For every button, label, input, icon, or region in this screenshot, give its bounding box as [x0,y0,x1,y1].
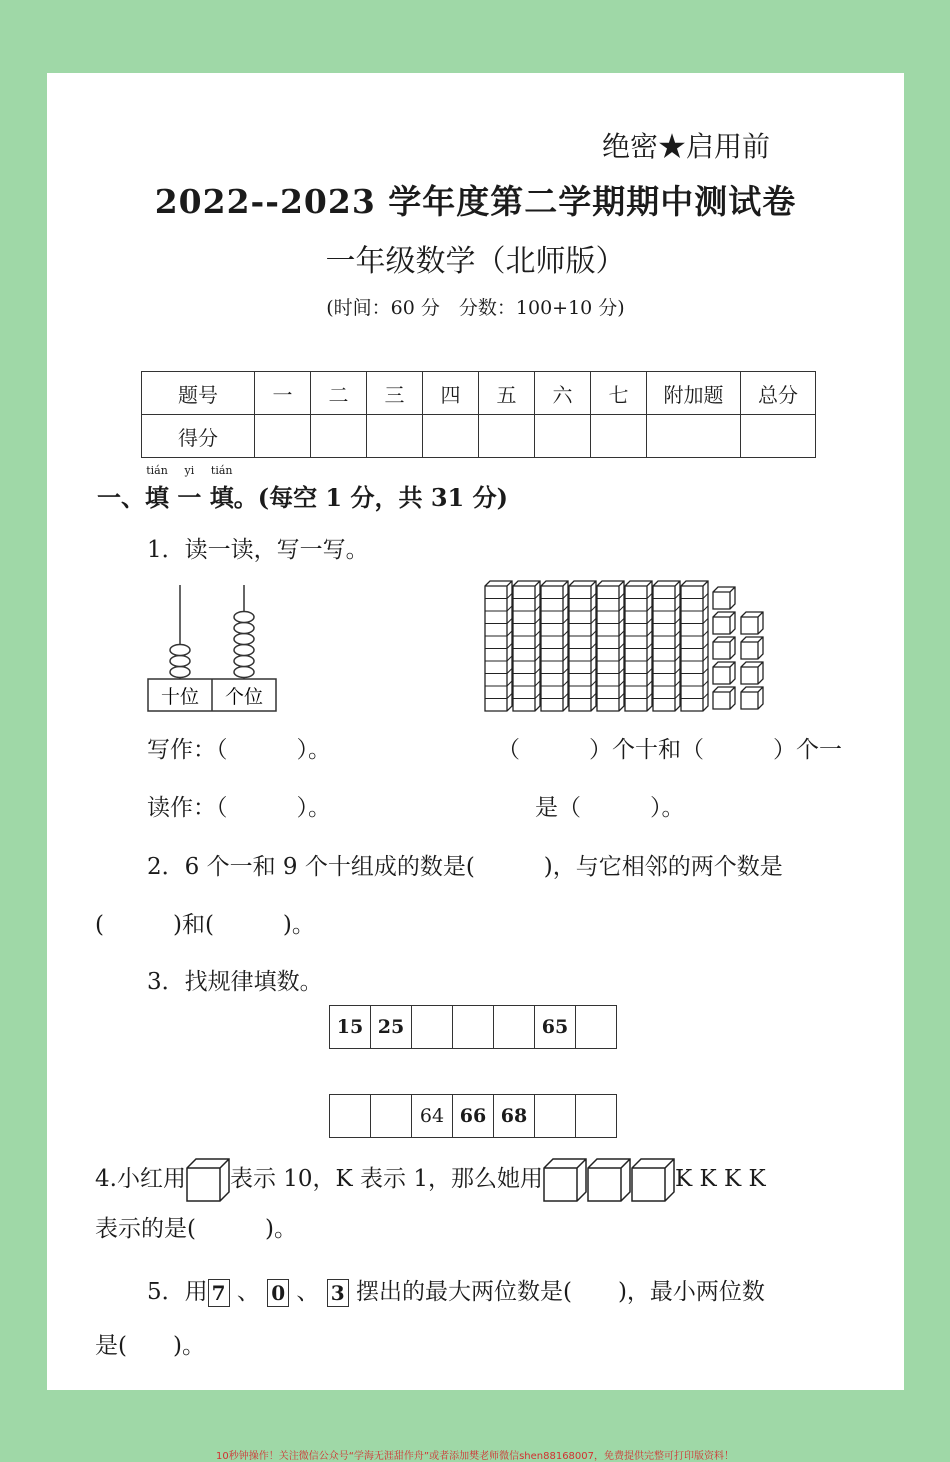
sequence-blank[interactable] [576,1006,617,1049]
score-table-score-row [142,415,816,458]
sequence-table-2 [329,1094,617,1138]
abacus-bead [234,612,254,623]
q4-k-symbols: K K K K [674,1166,766,1192]
score-table-header-row [142,372,816,415]
base-ten-blocks [483,579,773,717]
section-1-heading [97,464,508,513]
question-5-line2: 是( )。 [95,1333,205,1359]
sequence-cell: 25 [371,1006,412,1049]
score-input-cell[interactable] [741,415,816,458]
unit-cube [713,662,735,684]
sequence-blank[interactable] [494,1006,535,1049]
sequence-blank[interactable] [371,1095,412,1138]
pinyin: tián [210,464,233,477]
ruby-char [177,464,202,513]
pinyin: tián [146,464,168,477]
q5-text-1: 5．用 [147,1279,208,1305]
exam-info: (时间：60 分 分数：100+10 分) [326,297,625,319]
ten-rod [597,581,624,711]
score-cell: 五 [479,372,535,415]
hanzi: 填 [145,483,169,512]
tens-ones-line: （ ）个十和（ ）个一 [497,737,842,763]
score-cell: 题号 [142,372,255,415]
abacus-bead [234,634,254,645]
sequence-blank[interactable] [576,1095,617,1138]
q4-text-2: 表示 10，K 表示 1，那么她用 [229,1166,543,1192]
score-cell: 一 [255,372,311,415]
question-1-text: 1．读一读，写一写。 [147,537,369,563]
score-table [141,371,816,458]
number-card: 7 [208,1279,230,1307]
abacus-bead [170,656,190,667]
separator: 、 [296,1279,320,1305]
abacus-bead [234,656,254,667]
unit-cube [741,687,763,709]
unit-cube [741,637,763,659]
unit-cube [741,662,763,684]
blocks-group [485,581,763,711]
score-row-label: 得分 [142,415,255,458]
abacus-bead [234,645,254,656]
sequence-cell: 65 [535,1006,576,1049]
separator: 、 [236,1279,260,1305]
number-card: 3 [327,1279,349,1307]
sequence-cell: 64 [412,1095,453,1138]
score-cell: 总分 [741,372,816,415]
sequence-cell: 66 [453,1095,494,1138]
score-cell: 附加题 [647,372,741,415]
number-card: 0 [267,1279,289,1307]
confidential-label: 绝密★启用前 [602,130,771,163]
abacus-tens-label: 十位 [160,686,200,708]
ten-rod [513,581,540,711]
score-input-cell[interactable] [591,415,647,458]
ten-rod [653,581,680,711]
score-input-cell[interactable] [647,415,741,458]
ten-rod [485,581,512,711]
sequence-blank[interactable] [535,1095,576,1138]
ten-rod [541,581,568,711]
ruby-char [145,464,169,513]
sequence-blank[interactable] [330,1095,371,1138]
write-as-line: 写作：（ ）。 [147,737,331,763]
sequence-blank[interactable] [453,1006,494,1049]
ten-rod [681,581,708,711]
question-2-line1: 2．6 个一和 9 个十组成的数是( )，与它相邻的两个数是 [147,854,783,880]
pinyin: yi [184,464,195,477]
score-input-cell[interactable] [255,415,311,458]
unit-cube [713,587,735,609]
abacus-ones-label: 个位 [224,686,264,708]
score-input-cell[interactable] [479,415,535,458]
sequence-cell: 15 [330,1006,371,1049]
ten-rod [569,581,596,711]
abacus-illustration [147,583,279,715]
exam-paper [47,73,904,1390]
read-as-line: 读作：（ ）。 [147,795,331,821]
unit-cube [713,637,735,659]
score-cell: 三 [367,372,423,415]
cube-icon [186,1158,230,1202]
cube-icon [631,1158,675,1202]
unit-cube [713,687,735,709]
ten-rod [625,581,652,711]
cube-icon [587,1158,631,1202]
score-cell: 六 [535,372,591,415]
unit-cube [713,612,735,634]
score-input-cell[interactable] [367,415,423,458]
cube-icon [543,1158,587,1202]
q5-text-2: 摆出的最大两位数是( )，最小两位数 [355,1279,765,1305]
score-input-cell[interactable] [423,415,479,458]
sequence-cell: 68 [494,1095,535,1138]
score-cell: 四 [423,372,479,415]
exam-title: 2022--2023 学年度第二学期期中测试卷 [154,182,797,221]
sequence-blank[interactable] [412,1006,453,1049]
unit-cube [741,612,763,634]
question-2-line2: ( )和( )。 [95,912,315,938]
section-points: 。(每空 1 分，共 31 分) [233,483,508,512]
hanzi: 一 [177,483,202,512]
sequence-table-1 [329,1005,617,1049]
question-4-line1 [95,1158,766,1202]
ruby-char [209,464,234,513]
abacus-bead [234,667,254,678]
section-number: 一、 [97,483,145,512]
abacus-group [170,585,254,679]
score-cell: 七 [591,372,647,415]
hanzi: 填 [209,483,234,512]
abacus-bead [170,645,190,656]
question-4-line2: 表示的是( )。 [95,1216,297,1242]
score-input-cell[interactable] [311,415,367,458]
abacus-bead [234,623,254,634]
question-3-text: 3．找规律填数。 [147,969,323,995]
is-line: 是（ ）。 [535,795,685,821]
question-5-line1 [147,1273,765,1307]
abacus-bead [170,667,190,678]
q4-text-1: 4.小红用 [95,1166,186,1192]
exam-subtitle: 一年级数学（北师版） [325,244,626,279]
footer-notice: 10秒钟操作！关注微信公众号“学海无涯甜作舟”或者添加樊老师微信shen88168007，免费提供完整可打印版资料！ [215,1451,735,1462]
score-cell: 二 [311,372,367,415]
score-input-cell[interactable] [535,415,591,458]
